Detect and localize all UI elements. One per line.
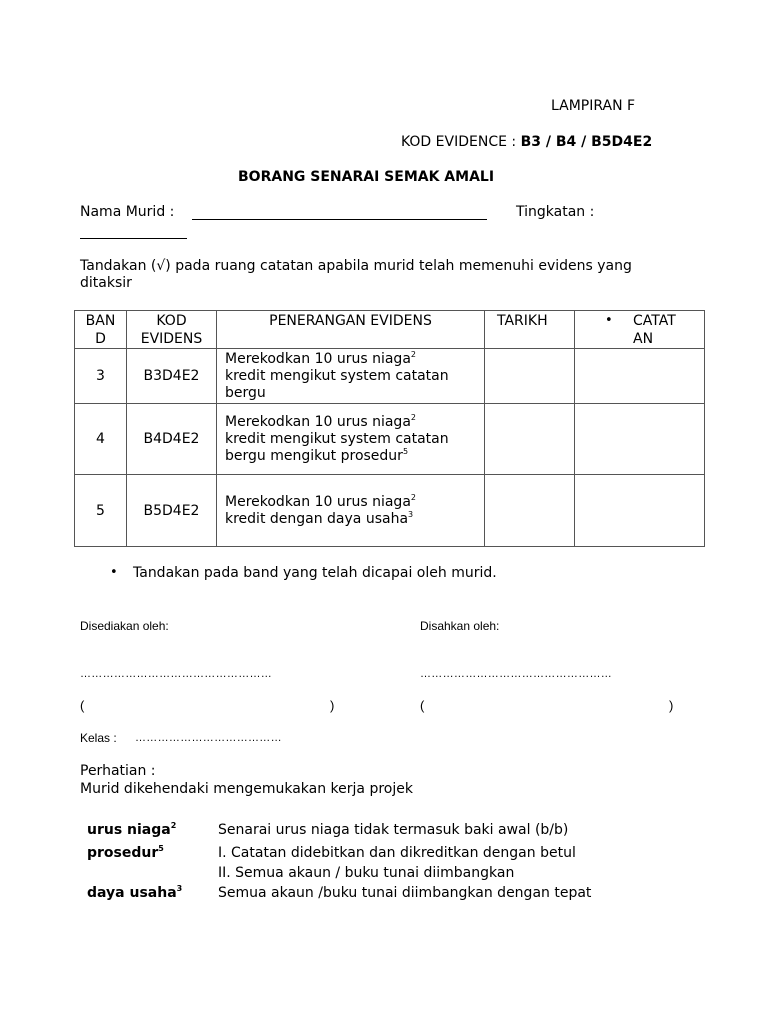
disahkan-label: Disahkan oleh: [420,619,500,633]
penerangan-cell [217,404,485,475]
kod-evidence-line [401,134,652,150]
desc-line: Merekodkan 10 urus niaga [225,413,411,430]
penerangan-cell [217,349,485,404]
perhatian-label: Perhatian : [80,763,156,779]
disediakan-paren-close: ) [330,698,335,713]
table-row [75,349,705,404]
glossary-definition: Semua akaun /buku tunai diimbangkan dengan tepat [218,885,592,901]
disediakan-paren-open: ( [80,698,85,713]
instruction-line-2: ditaksir [80,275,132,291]
footnote-marker: 2 [410,492,416,502]
glossary-term: daya usaha$^3$ [87,884,183,901]
table-header-row [75,311,705,349]
perhatian-text: Murid dikehendaki mengemukakan kerja projek [80,781,413,797]
kod-cell: B3D4E2 [127,349,217,404]
glossary-definition: II. Semua akaun / buku tunai diimbangkan [218,865,515,881]
kelas-field[interactable]: ………………………………… [135,732,282,744]
catatan-cell[interactable] [575,349,705,404]
tingkatan-label: Tingkatan : [516,204,595,220]
desc-line: kredit dengan daya usaha [225,510,409,527]
header-kod [127,311,217,349]
band-cell: 4 [75,404,127,475]
tingkatan-field[interactable] [80,238,187,239]
glossary-definition: I. Catatan didebitkan dan dikreditkan dengan betul [218,845,576,861]
band-note: Tandakan pada band yang telah dicapai oleh murid. [133,565,497,581]
penerangan-cell [217,475,485,547]
desc-line: bergu mengikut prosedur [225,447,403,464]
kod-evidence-value: B3 / B4 / B5D4E2 [520,134,653,150]
disahkan-paren-open: ( [420,698,425,713]
tarikh-cell[interactable] [485,349,575,404]
catatan-cell[interactable] [575,404,705,475]
header-band-line-2: D [95,331,106,347]
header-catatan-line-1: CATAT [633,313,676,329]
footnote-marker: 5 [402,446,409,456]
footnote-marker: 2 [410,412,416,422]
evidence-table [74,310,705,547]
header-band-line-1: BAN [85,313,116,329]
desc-line: kredit mengikut system catatan [225,430,449,447]
catatan-cell[interactable] [575,475,705,547]
header-catatan-line-2: AN [633,331,654,347]
nama-murid-label: Nama Murid : [80,204,175,220]
tarikh-cell[interactable] [485,404,575,475]
desc-line: bergu [225,384,266,401]
bullet-icon: • [605,313,613,328]
band-cell: 5 [75,475,127,547]
desc-line: Merekodkan 10 urus niaga [225,493,411,510]
desc-line: kredit mengikut system catatan [225,367,449,384]
bullet-icon: • [110,565,118,580]
disahkan-signature-line[interactable]: …………………………………………… [420,668,613,680]
header-penerangan-text: PENERANGAN EVIDENS [269,313,432,329]
glossary-definition: Senarai urus niaga tidak termasuk baki awal (b/b) [218,822,569,838]
footnote-marker: 3 [408,509,414,519]
tarikh-cell[interactable] [485,475,575,547]
header-tarikh [485,311,575,349]
header-penerangan [217,311,485,349]
disahkan-paren-close: ) [669,698,674,713]
desc-line: Merekodkan 10 urus niaga [225,350,411,367]
lampiran-label: LAMPIRAN F [551,98,636,114]
glossary-term: urus niaga$^2$ [87,821,177,838]
footnote-marker: 2 [410,349,416,359]
kod-evidence-label: KOD EVIDENCE : [401,134,521,150]
disediakan-signature-line[interactable]: …………………………………………… [80,668,273,680]
table-row [75,475,705,547]
header-kod-line-1: KOD [156,313,187,329]
glossary-term: prosedur$^5$ [87,844,164,861]
kelas-label: Kelas : [80,731,117,745]
table-row [75,404,705,475]
kod-cell: B5D4E2 [127,475,217,547]
disediakan-label: Disediakan oleh: [80,619,169,633]
instruction-line-1: Tandakan (√) pada ruang catatan apabila murid telah memenuhi evidens yang [80,258,632,274]
header-catatan [575,311,705,349]
nama-murid-field[interactable] [192,219,487,220]
band-cell: 3 [75,349,127,404]
header-kod-line-2: EVIDENS [140,331,203,347]
kod-cell: B4D4E2 [127,404,217,475]
header-band [75,311,127,349]
form-title: BORANG SENARAI SEMAK AMALI [238,169,495,185]
header-tarikh-text: TARIKH [497,313,548,329]
